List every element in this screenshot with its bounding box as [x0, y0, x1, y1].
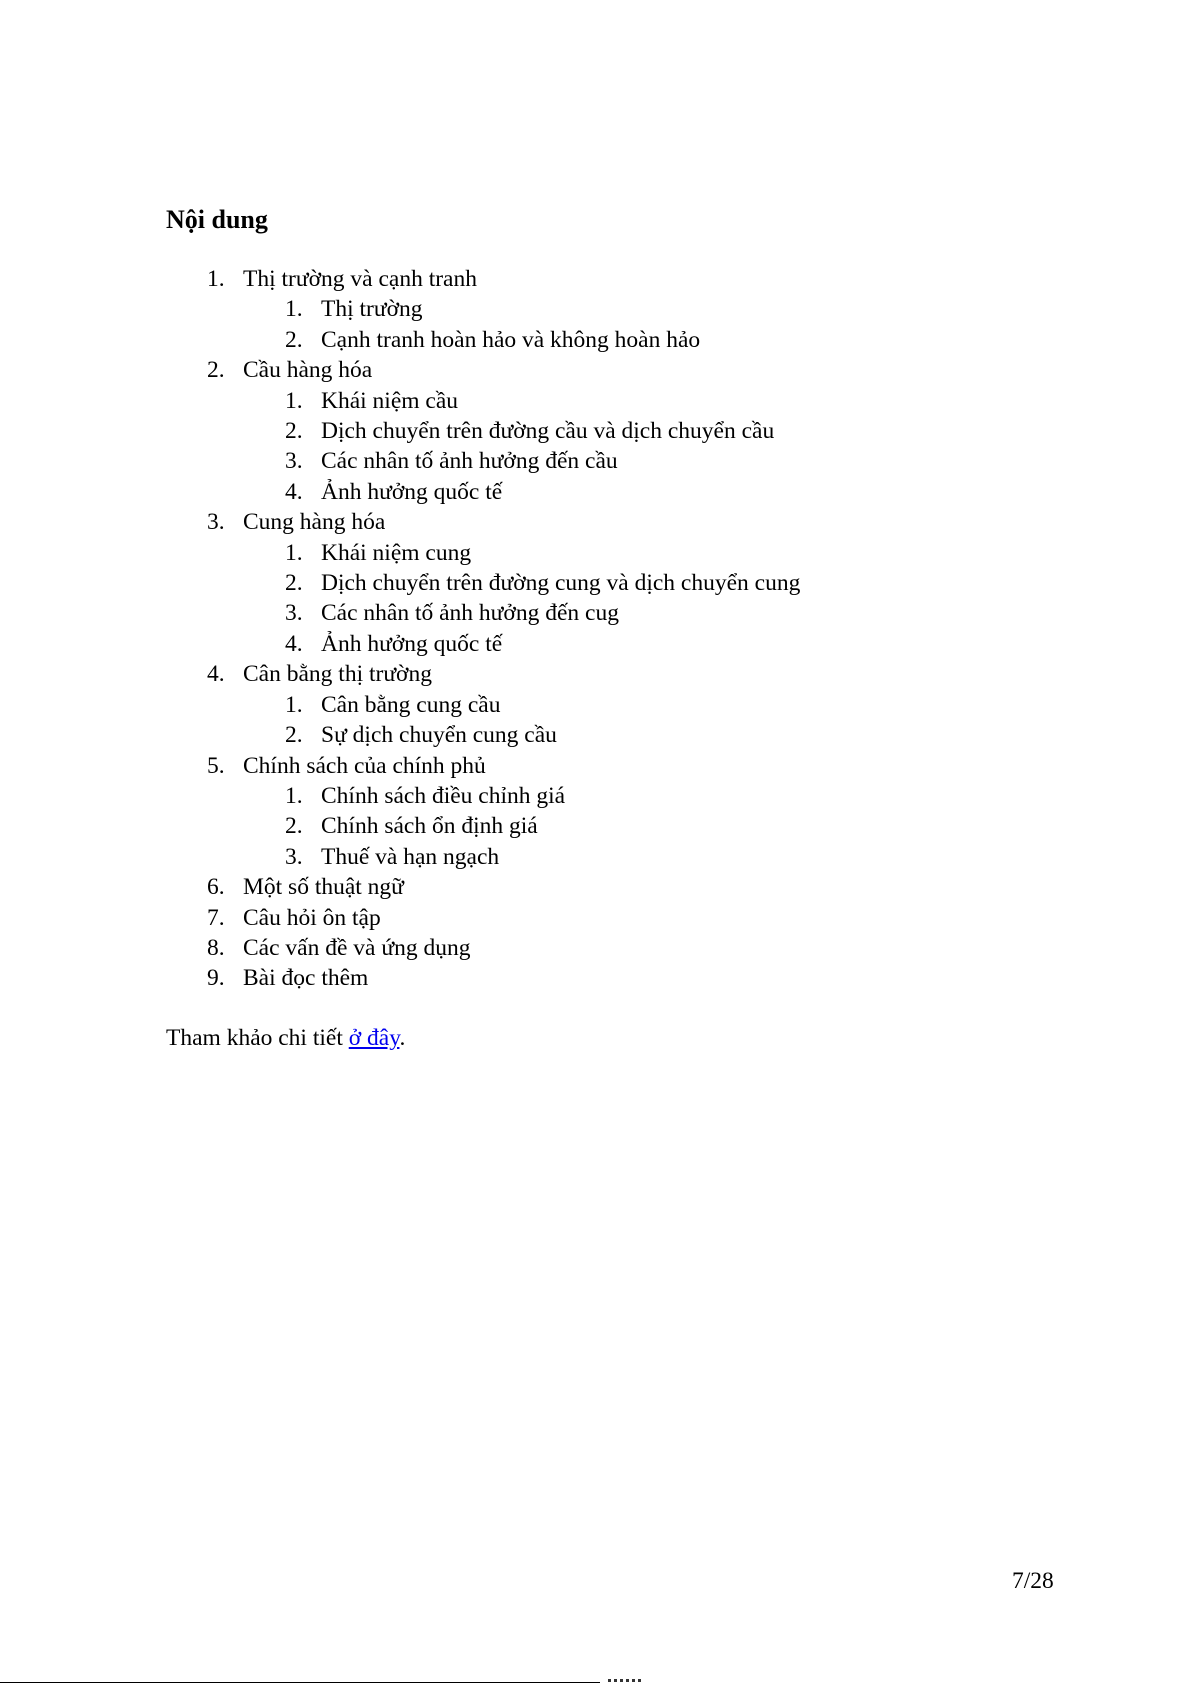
section-heading: Nội dung [166, 205, 268, 234]
footer-rule [0, 1682, 600, 1683]
reference-prefix: Tham khảo chi tiết [166, 1025, 349, 1051]
toc-item-title: Bài đọc thêm [243, 965, 369, 992]
footer-mark [608, 1679, 652, 1685]
toc-subitem-number: 2. [285, 570, 303, 597]
toc-subitem [166, 629, 800, 659]
toc-subitem-title: Chính sách ổn định giá [321, 813, 538, 840]
toc-item [166, 659, 800, 689]
toc-subitem [166, 294, 800, 324]
toc-item [166, 355, 800, 385]
toc-subitem [166, 386, 800, 416]
toc-item-number: 3. [207, 509, 225, 536]
toc-item-number: 6. [207, 874, 225, 901]
toc-subitem-title: Ảnh hưởng quốc tế [321, 478, 503, 505]
toc-subitem-number: 2. [285, 813, 303, 840]
toc-item [166, 507, 800, 537]
toc-subitem [166, 781, 800, 811]
toc-item-title: Cầu hàng hóa [243, 357, 373, 384]
toc-subitem-number: 3. [285, 600, 303, 627]
toc-subitem-number: 1. [285, 387, 303, 414]
toc-subitem [166, 690, 800, 720]
toc-subitem [166, 446, 800, 476]
toc-subitem-number: 2. [285, 722, 303, 749]
toc-list [166, 264, 800, 994]
toc-subitem [166, 720, 800, 750]
toc-item-title: Câu hỏi ôn tập [243, 904, 381, 931]
toc-item [166, 751, 800, 781]
toc-item [166, 933, 800, 963]
toc-subitem-number: 2. [285, 418, 303, 445]
toc-subitem-title: Cạnh tranh hoàn hảo và không hoàn hảo [321, 326, 701, 353]
toc-subitem-title: Ảnh hưởng quốc tế [321, 630, 503, 657]
toc-item-title: Thị trường và cạnh tranh [243, 266, 477, 292]
toc-item-title: Cân bằng thị trường [243, 661, 432, 688]
toc-subitem-title: Các nhân tố ảnh hưởng đến cầu [321, 448, 618, 475]
toc-item-number: 8. [207, 934, 225, 961]
toc-subitem-title: Các nhân tố ảnh hưởng đến cug [321, 600, 619, 627]
toc-subitem-number: 3. [285, 843, 303, 870]
reference-line [166, 1022, 405, 1054]
toc-item-number: 5. [207, 752, 225, 779]
toc-subitem [166, 538, 800, 568]
reference-link[interactable]: ở đây [348, 1025, 400, 1051]
toc-subitem-number: 1. [285, 782, 303, 809]
toc-subitem-title: Khái niệm cầu [321, 387, 459, 414]
toc-subitem-number: 4. [285, 630, 303, 657]
toc-item-title: Cung hàng hóa [243, 509, 386, 536]
toc-item [166, 872, 800, 902]
toc-subitem [166, 598, 800, 628]
toc-item-title: Một số thuật ngữ [243, 874, 404, 901]
toc-subitem-number: 4. [285, 478, 303, 505]
toc-subitem-number: 1. [285, 691, 303, 718]
toc-item-number: 9. [207, 965, 225, 992]
toc-item-number: 4. [207, 661, 225, 688]
toc-item [166, 264, 800, 294]
toc-item [166, 963, 800, 993]
toc-subitem [166, 842, 800, 872]
toc-subitem-title: Khái niệm cung [321, 539, 472, 566]
toc-subitem-number: 1. [285, 539, 303, 566]
toc-subitem [166, 811, 800, 841]
toc-item-number: 7. [207, 904, 225, 931]
toc-item-title: Chính sách của chính phủ [243, 752, 486, 779]
toc-item-title: Các vấn đề và ứng dụng [243, 934, 471, 961]
toc-item [166, 903, 800, 933]
toc-subitem [166, 416, 800, 446]
toc-subitem [166, 325, 800, 355]
toc-subitem-title: Dịch chuyển trên đường cung và dịch chuyển cung [321, 570, 801, 597]
toc-subitem [166, 568, 800, 598]
toc-subitem-title: Dịch chuyển trên đường cầu và dịch chuyển cầu [321, 418, 775, 445]
toc-subitem-title: Thị trường [321, 296, 423, 323]
toc-subitem-number: 3. [285, 448, 303, 475]
page-number: 7/28 [1012, 1568, 1054, 1594]
toc-subitem-number: 1. [285, 296, 303, 323]
toc-subitem-title: Cân bằng cung cầu [321, 691, 501, 718]
toc-subitem-number: 2. [285, 326, 303, 353]
reference-suffix: . [399, 1025, 406, 1051]
toc-item-number: 1. [207, 266, 225, 292]
toc-subitem-title: Chính sách điều chỉnh giá [321, 782, 566, 809]
table-of-contents [166, 264, 800, 994]
toc-subitem-title: Thuế và hạn ngạch [321, 843, 500, 870]
toc-subitem-title: Sự dịch chuyển cung cầu [321, 722, 557, 749]
toc-item-number: 2. [207, 357, 225, 384]
toc-subitem [166, 477, 800, 507]
